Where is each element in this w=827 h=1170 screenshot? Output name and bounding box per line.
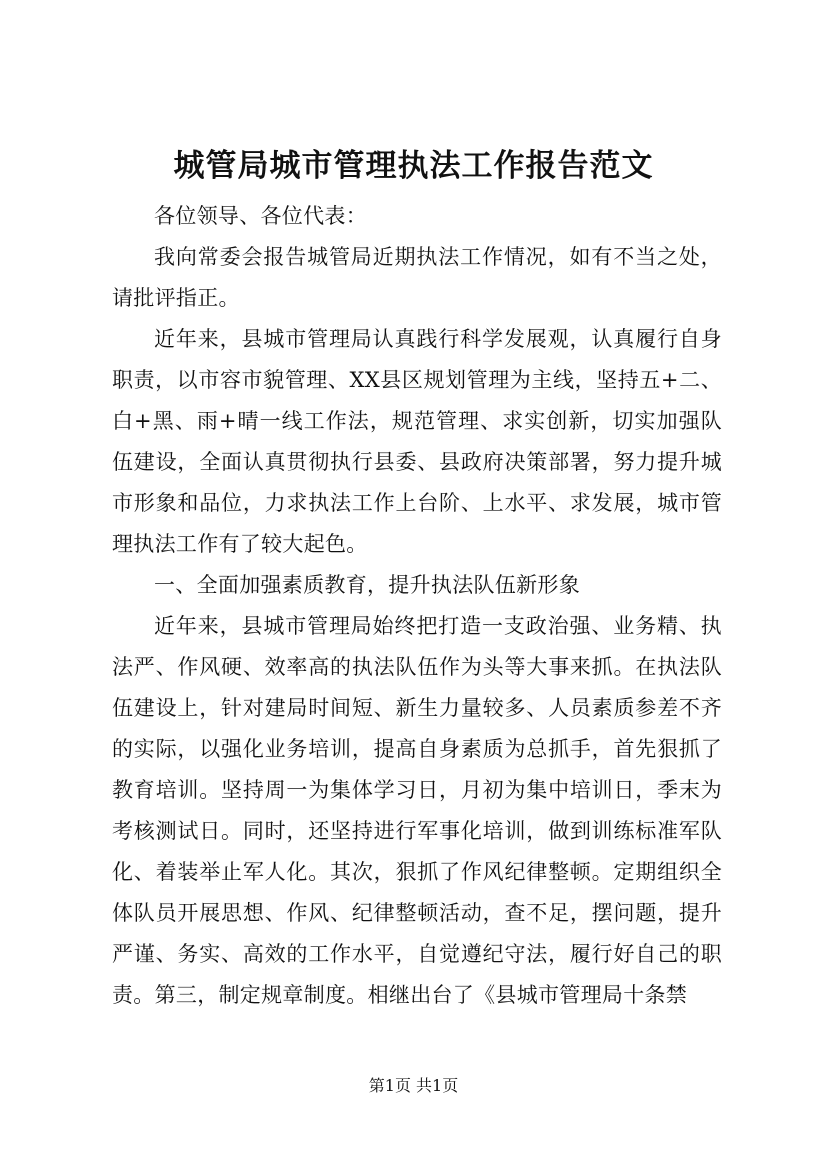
section-paragraph: 近年来，县城市管理局始终把打造一支政治强、业务精、执法严、作风硬、效率高的执法队伍作为头等大事来抓。在执法队伍建设上，针对建局时间短、新生力量较多、人员素质参差不齐的实际，以强化业务培训，提高自身素质为总抓手，首先狠抓了教育培训。坚持周一为集体学习日，月初为集中培训日，季末为考核测试日。同时，还坚持进行军事化培训，做到训练标准军队化、着装举止军人化。其次，狠抓了作风纪律整顿。定期组织全体队员开展思想、作风、纪律整顿活动，查不足，摆问题，提升严谨、务实、高效的工作水平，自觉遵纪守法，履行好自己的职责。第三，制定规章制度。相继出台了《县城市管理局十条禁 (112, 614, 722, 1007)
document-title: 城管局城市管理执法工作报告范文 (173, 148, 654, 184)
page-footer: 第1页 共1页 (368, 1076, 459, 1095)
overview-paragraph: 近年来，县城市管理局认真践行科学发展观，认真履行自身职责，以市容市貌管理、XX县区规划管理为主线，坚持五+二、白+黑、雨+晴一线工作法，规范管理、求实创新，切实加强队伍建设，全面认真贯彻执行县委、县政府决策部署，努力提升城市形象和品位，力求执法工作上台阶、上水平、求发展，城市管理执法工作有了较大起色。 (112, 327, 722, 556)
section-heading: 一、全面加强素质教育，提升执法队伍新形象 (154, 573, 580, 597)
intro-paragraph: 我向常委会报告城管局近期执法工作情况，如有不当之处，请批评指正。 (112, 245, 722, 310)
document-body (112, 196, 722, 1016)
salutation-paragraph: 各位领导、各位代表： (154, 204, 367, 228)
